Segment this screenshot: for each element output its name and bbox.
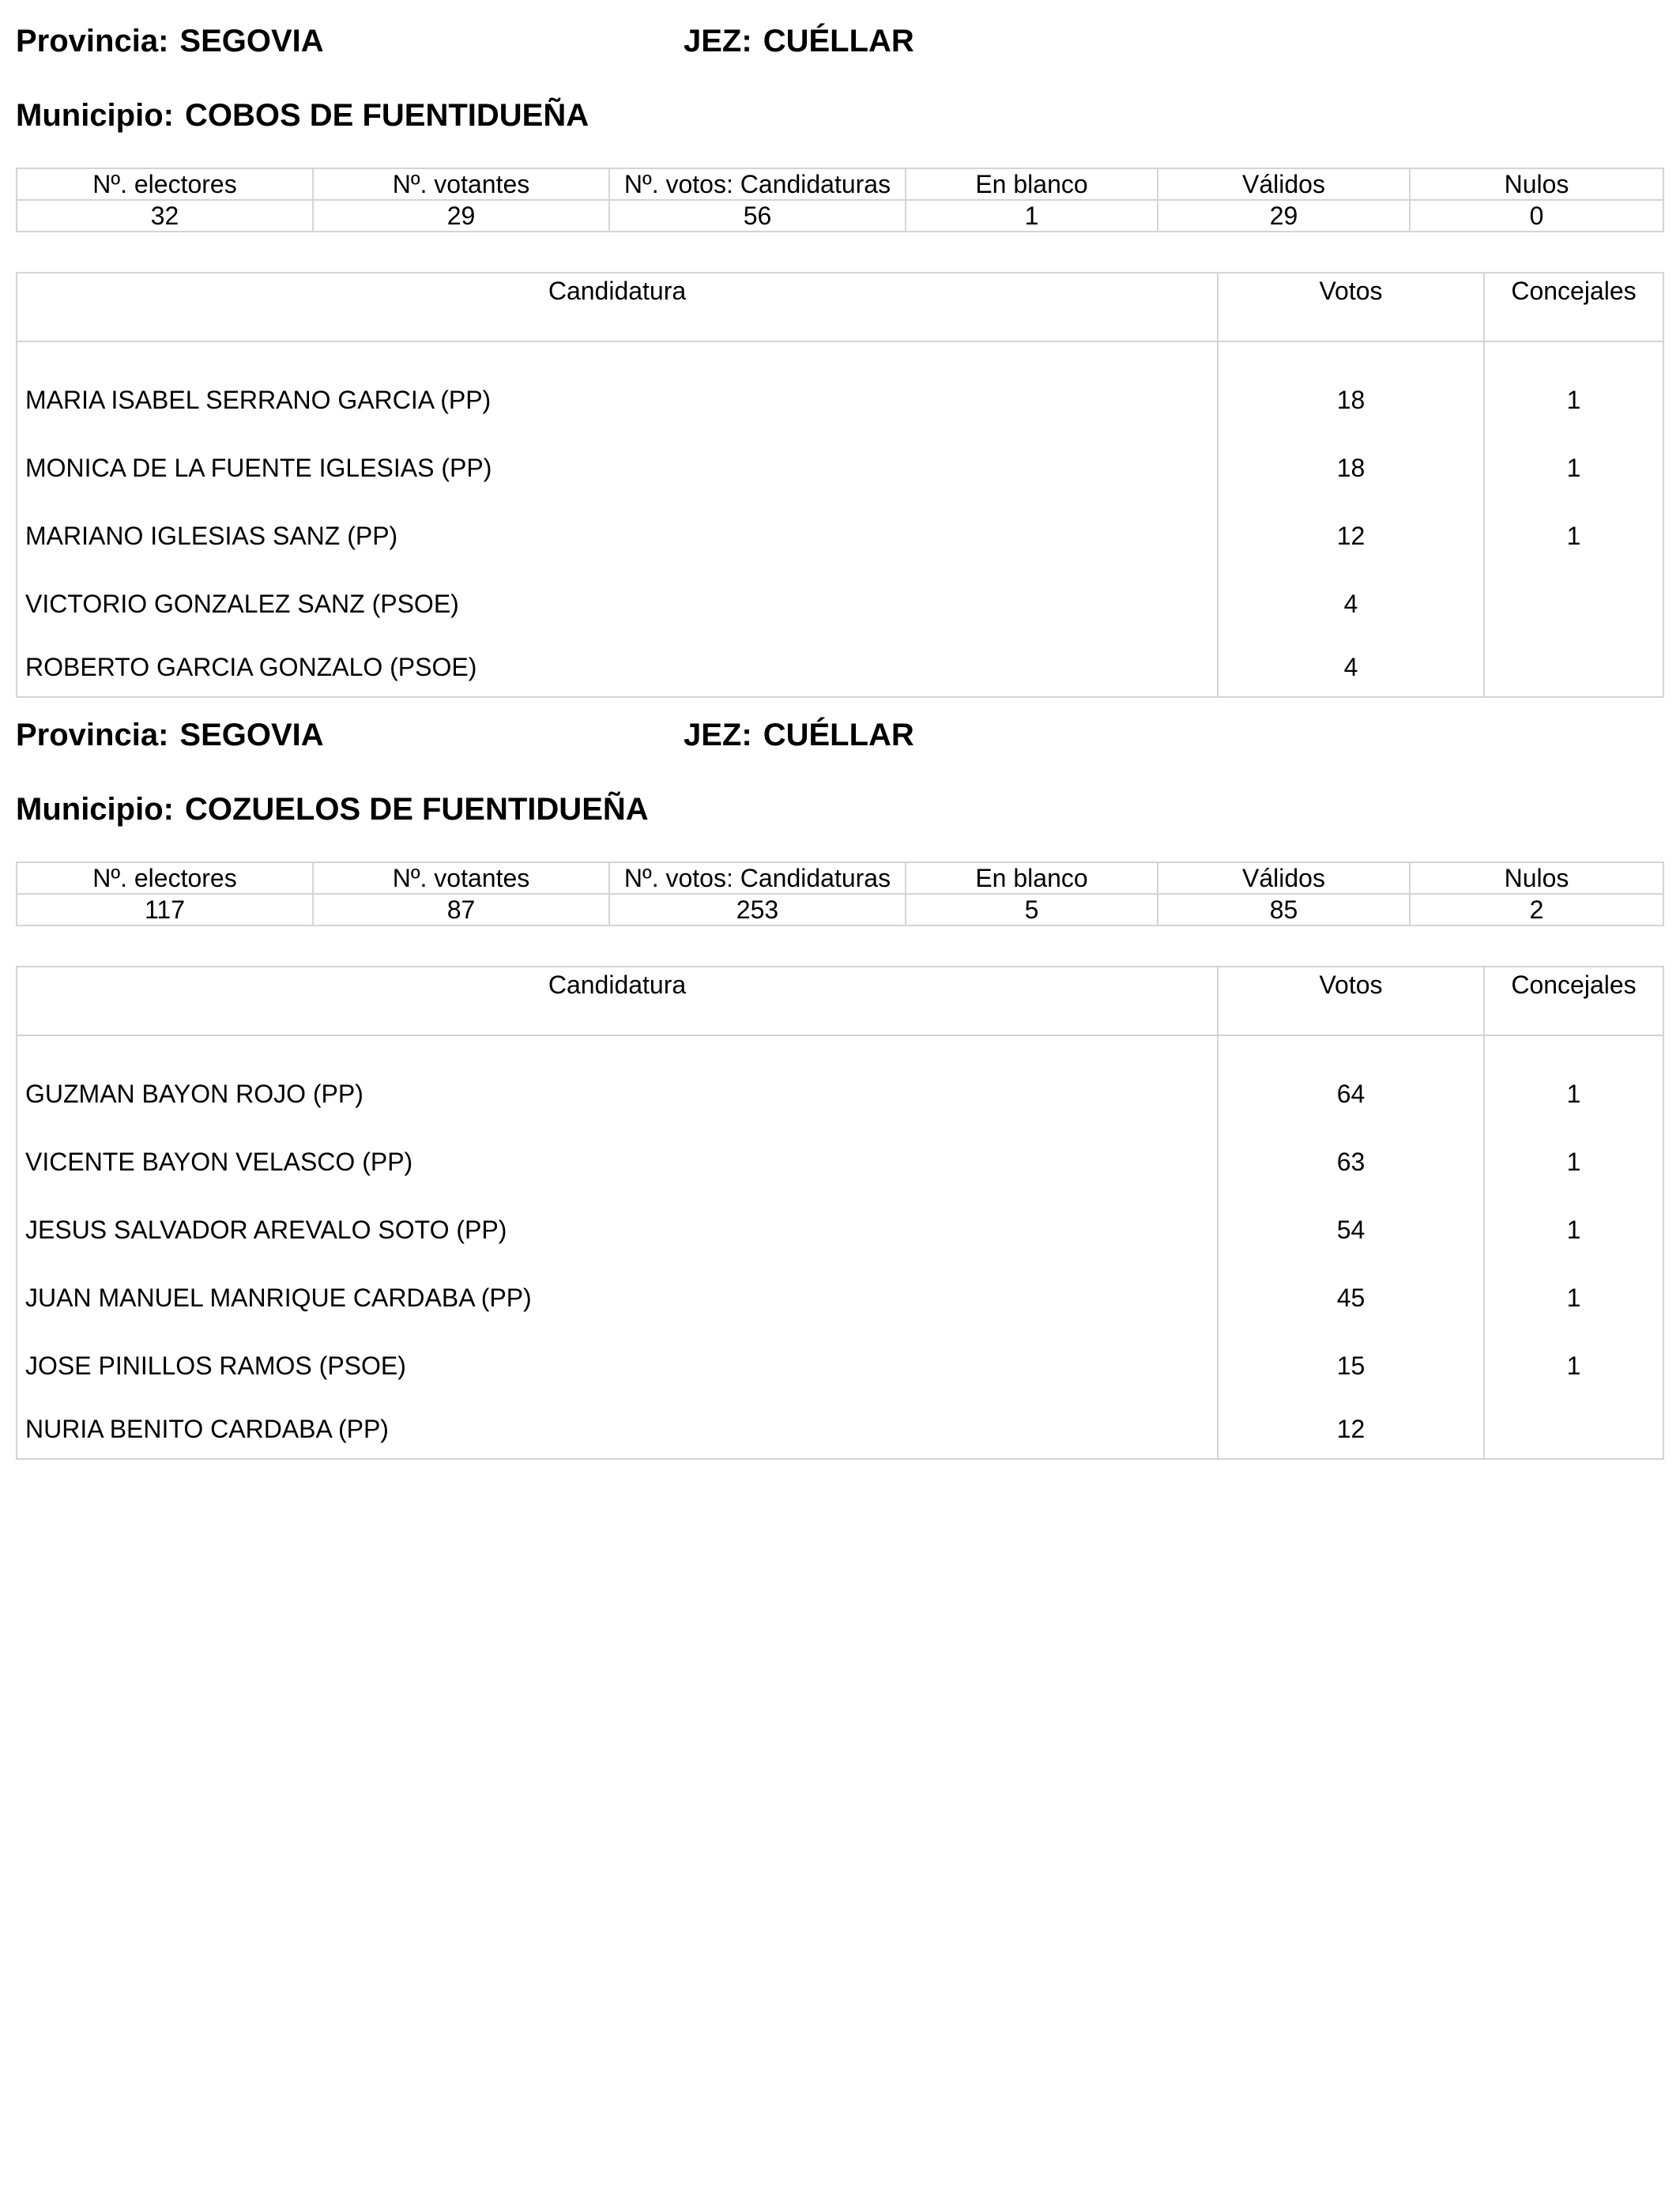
candidate-name: JOSE PINILLOS RAMOS (PSOE) (17, 1332, 1218, 1400)
candidate-name: VICENTE BAYON VELASCO (PP) (17, 1128, 1218, 1196)
candidate-name: JESUS SALVADOR AREVALO SOTO (PP) (17, 1196, 1218, 1264)
table-row (17, 502, 1663, 570)
concejales-header: Concejales (1484, 273, 1663, 341)
stats-value-cell: 87 (313, 894, 609, 925)
candidate-votos: 4 (1218, 570, 1484, 638)
header-row (16, 24, 1663, 71)
stats-header-cell: Nº. votantes (313, 862, 609, 894)
stats-header-row (17, 168, 1663, 200)
candidate-name: ROBERTO GARCIA GONZALO (PSOE) (17, 638, 1218, 697)
concejales-header: Concejales (1484, 967, 1663, 1035)
candidate-concejales (1484, 570, 1663, 638)
candidate-votos: 64 (1218, 1035, 1484, 1128)
candidate-concejales: 1 (1484, 1332, 1663, 1400)
candidate-concejales: 1 (1484, 434, 1663, 502)
jez-heading: JEZ: CUÉLLAR (684, 24, 914, 58)
stats-value-cell: 5 (906, 894, 1158, 925)
candidate-concejales (1484, 1400, 1663, 1459)
stats-value-cell: 29 (313, 200, 609, 232)
provincia-value: SEGOVIA (179, 718, 324, 752)
candidate-concejales: 1 (1484, 502, 1663, 570)
candidate-votos: 12 (1218, 502, 1484, 570)
municipio-heading: Municipio: COBOS DE FUENTIDUEÑA (16, 98, 590, 133)
municipio-heading: Municipio: COZUELOS DE FUENTIDUEÑA (16, 792, 649, 827)
stats-value-cell: 253 (609, 894, 906, 925)
stats-table (16, 861, 1664, 926)
candidate-name: MARIA ISABEL SERRANO GARCIA (PP) (17, 341, 1218, 434)
stats-header-cell: En blanco (906, 168, 1158, 200)
candidate-votos: 15 (1218, 1332, 1484, 1400)
stats-header-cell: Válidos (1158, 168, 1410, 200)
candidate-name: JUAN MANUEL MANRIQUE CARDABA (PP) (17, 1264, 1218, 1332)
candidate-votos: 18 (1218, 434, 1484, 502)
stats-header-row (17, 862, 1663, 894)
stats-value-cell: 1 (906, 200, 1158, 232)
candidate-name: MARIANO IGLESIAS SANZ (PP) (17, 502, 1218, 570)
stats-header-cell: Nulos (1410, 862, 1663, 894)
candidate-name: MONICA DE LA FUENTE IGLESIAS (PP) (17, 434, 1218, 502)
stats-value-row (17, 200, 1663, 232)
stats-header-cell: Válidos (1158, 862, 1410, 894)
candidates-table (16, 272, 1664, 698)
candidates-table (16, 966, 1664, 1460)
table-row (17, 434, 1663, 502)
table-row (17, 1128, 1663, 1196)
votos-header: Votos (1218, 273, 1484, 341)
table-row (17, 1196, 1663, 1264)
candidatura-header: Candidatura (17, 273, 1218, 341)
stats-header-cell: Nº. votos: Candidaturas (609, 862, 906, 894)
provincia-heading: Provincia: SEGOVIA (16, 718, 324, 752)
candidate-votos: 45 (1218, 1264, 1484, 1332)
stats-header-cell: Nº. votos: Candidaturas (609, 168, 906, 200)
municipio-value: COZUELOS DE FUENTIDUEÑA (184, 792, 649, 827)
votos-header: Votos (1218, 967, 1484, 1035)
candidate-concejales: 1 (1484, 1264, 1663, 1332)
stats-value-cell: 29 (1158, 200, 1410, 232)
jez-value: CUÉLLAR (763, 718, 914, 752)
municipio-value: COBOS DE FUENTIDUEÑA (184, 98, 590, 133)
candidate-concejales: 1 (1484, 1196, 1663, 1264)
stats-header-cell: Nulos (1410, 168, 1663, 200)
stats-value-cell: 32 (17, 200, 313, 232)
candidate-name: VICTORIO GONZALEZ SANZ (PSOE) (17, 570, 1218, 638)
municipio-section-1 (16, 24, 1663, 681)
stats-header-cell: Nº. votantes (313, 168, 609, 200)
table-row (17, 341, 1663, 434)
candidate-name: NURIA BENITO CARDABA (PP) (17, 1400, 1218, 1459)
stats-header-cell: En blanco (906, 862, 1158, 894)
candidate-votos: 4 (1218, 638, 1484, 697)
municipio-section-2 (16, 718, 1663, 1443)
table-row (17, 570, 1663, 638)
candidate-votos: 18 (1218, 341, 1484, 434)
candidate-name: GUZMAN BAYON ROJO (PP) (17, 1035, 1218, 1128)
candidate-concejales: 1 (1484, 1035, 1663, 1128)
table-row (17, 1264, 1663, 1332)
candidate-concejales (1484, 638, 1663, 697)
provincia-heading: Provincia: SEGOVIA (16, 24, 324, 58)
candidates-header-row (17, 967, 1663, 1035)
candidate-votos: 12 (1218, 1400, 1484, 1459)
stats-value-cell: 0 (1410, 200, 1663, 232)
stats-value-row (17, 894, 1663, 925)
stats-value-cell: 85 (1158, 894, 1410, 925)
candidate-concejales: 1 (1484, 341, 1663, 434)
candidates-header-row (17, 273, 1663, 341)
stats-value-cell: 56 (609, 200, 906, 232)
stats-value-cell: 117 (17, 894, 313, 925)
stats-header-cell: Nº. electores (17, 862, 313, 894)
jez-value: CUÉLLAR (763, 24, 914, 58)
candidate-concejales: 1 (1484, 1128, 1663, 1196)
table-row (17, 1332, 1663, 1400)
table-row (17, 1035, 1663, 1128)
provincia-value: SEGOVIA (179, 24, 324, 58)
candidate-votos: 54 (1218, 1196, 1484, 1264)
stats-value-cell: 2 (1410, 894, 1663, 925)
candidatura-header: Candidatura (17, 967, 1218, 1035)
candidate-votos: 63 (1218, 1128, 1484, 1196)
table-row (17, 1400, 1663, 1459)
header-row (16, 718, 1663, 765)
stats-header-cell: Nº. electores (17, 168, 313, 200)
table-row (17, 638, 1663, 697)
jez-heading: JEZ: CUÉLLAR (684, 718, 914, 752)
stats-table (16, 168, 1664, 232)
